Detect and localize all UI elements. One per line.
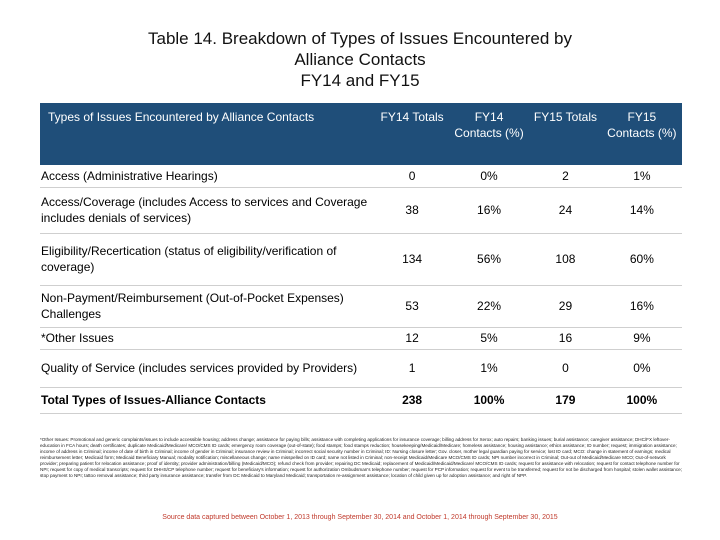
row-label: Access/Coverage (includes Access to services and Coverage includes denials of services): [40, 187, 375, 233]
table-row: [40, 233, 682, 285]
fy14-total-cell: 1: [375, 349, 449, 387]
fy14-pct-cell: 16%: [449, 187, 529, 233]
fy14-total-cell: 38: [375, 187, 449, 233]
row-label: Quality of Service (includes services provided by Providers): [40, 349, 375, 387]
fy15-total-cell: 2: [529, 165, 602, 187]
fy15-total-cell: 16: [529, 327, 602, 349]
table-row: [40, 349, 682, 387]
fy15-total-cell: 24: [529, 187, 602, 233]
fy15-pct-cell: 60%: [602, 233, 682, 285]
fy15-pct-cell: 100%: [602, 387, 682, 413]
row-label: Eligibility/Recertication (status of eligibility/verification of coverage): [40, 233, 375, 285]
header-fy15-contacts-pct: FY15 Contacts (%): [602, 103, 682, 165]
fy15-pct-cell: 9%: [602, 327, 682, 349]
header-issue-type: Types of Issues Encountered by Alliance Contacts: [40, 103, 375, 165]
issues-table: [40, 103, 682, 414]
source-note: Source data captured between October 1, 2013 through September 30, 2014 and October 1, 2014 through September 30, 2015: [162, 514, 558, 521]
fy14-pct-cell: 22%: [449, 285, 529, 327]
table-row: [40, 327, 682, 349]
row-label: Access (Administrative Hearings): [40, 165, 375, 187]
fy15-pct-cell: 1%: [602, 165, 682, 187]
fy14-pct-cell: 100%: [449, 387, 529, 413]
fy15-total-cell: 0: [529, 349, 602, 387]
footnote-other-issues: *Other Issues: Promotional and generic complaints/issues to include accessible housing; address change; assistance for paying bills; assistance with completing applications for insurance coverage; billing address for Xerox; auto repairs; banking issues; burial assistance; caregiver assistance; DHC/FX leftover-education in FCA hours; death certificates; duplicate Medicaid/Medicare/ MCO/CMS ID cards; emergency room coverage (out-of-state); food stamps; food stamps reduction; housekeeping/Medicaid/Medicare; homeless assistance; housing assistance; ethics assistance; ID number; request; immigration assistance; income of address in Criminal; income of date of birth in Criminal; income of gender in Criminal; insurance review in Criminal; incorrect social security number in Criminal; ID: Nursing closure letter; Gov. closer, mother legal guardian paying for service; lost ID card; MCO: change in statement of earnings; medical reimbursement letter; Medicaid form; Medicaid Beneficiary Manual; modality notification; miscellaneous change; name misspelled on ID card; name not listed in Criminal; non-receipt Medicaid/Medicare MCO/CMS ID cards; NPI number incorrect in Criminal; Out-out of Medicaid/Medicare MCO; Out-of-network provider; preparing patient for relocation assistance; proof of identity; provider administration/billing (Medicaid/MCO); refund check from provider; repairing DC Medicaid; replacement of Medicaid/Medicaid/Medicare/ MCO/CMS ID cards; request for assistance with relocation; request for contact telephone number for NPI; request for copy of medical transcripts; request for DHHS/CP telephone number; request for beneficiary's information; request for authorization Ombudsman's telephone number; request for PCP information; request for event to be transferred; request for not be discharged from hospital; stolen wallet assistance; stop payment to NPI; tattoo removal assistance; third party insurance assistance; transfer from DC Medicaid to Maryland Medicaid; transportation re-assignment assistance; location of child given up for adoption assistance; and right of NPP.: [40, 437, 682, 478]
title-line-2: Alliance Contacts: [294, 50, 426, 69]
title-line-1: Table 14. Breakdown of Types of Issues Encountered by: [147, 29, 572, 48]
row-label: Non-Payment/Reimbursement (Out-of-Pocket Expenses) Challenges: [40, 285, 375, 327]
table-row: [40, 285, 682, 327]
total-label: Total Types of Issues-Alliance Contacts: [40, 387, 375, 413]
header-fy14-contacts-pct: FY14 Contacts (%): [449, 103, 529, 165]
fy15-pct-cell: 16%: [602, 285, 682, 327]
fy15-pct-cell: 14%: [602, 187, 682, 233]
fy14-total-cell: 0: [375, 165, 449, 187]
fy15-total-cell: 179: [529, 387, 602, 413]
table-header-row: [40, 103, 682, 165]
fy14-total-cell: 12: [375, 327, 449, 349]
fy14-pct-cell: 56%: [449, 233, 529, 285]
fy14-total-cell: 238: [375, 387, 449, 413]
fy14-pct-cell: 0%: [449, 165, 529, 187]
table-row: [40, 187, 682, 233]
fy15-total-cell: 29: [529, 285, 602, 327]
header-fy15-totals: FY15 Totals: [529, 103, 602, 165]
fy15-pct-cell: 0%: [602, 349, 682, 387]
header-fy14-totals: FY14 Totals: [375, 103, 449, 165]
fy15-total-cell: 108: [529, 233, 602, 285]
total-row: [40, 387, 682, 413]
fy14-pct-cell: 5%: [449, 327, 529, 349]
fy14-total-cell: 134: [375, 233, 449, 285]
title-line-3: FY14 and FY15: [300, 71, 420, 90]
page-title: [0, 28, 720, 91]
fy14-total-cell: 53: [375, 285, 449, 327]
table-row: [40, 165, 682, 187]
fy14-pct-cell: 1%: [449, 349, 529, 387]
row-label: *Other Issues: [40, 327, 375, 349]
